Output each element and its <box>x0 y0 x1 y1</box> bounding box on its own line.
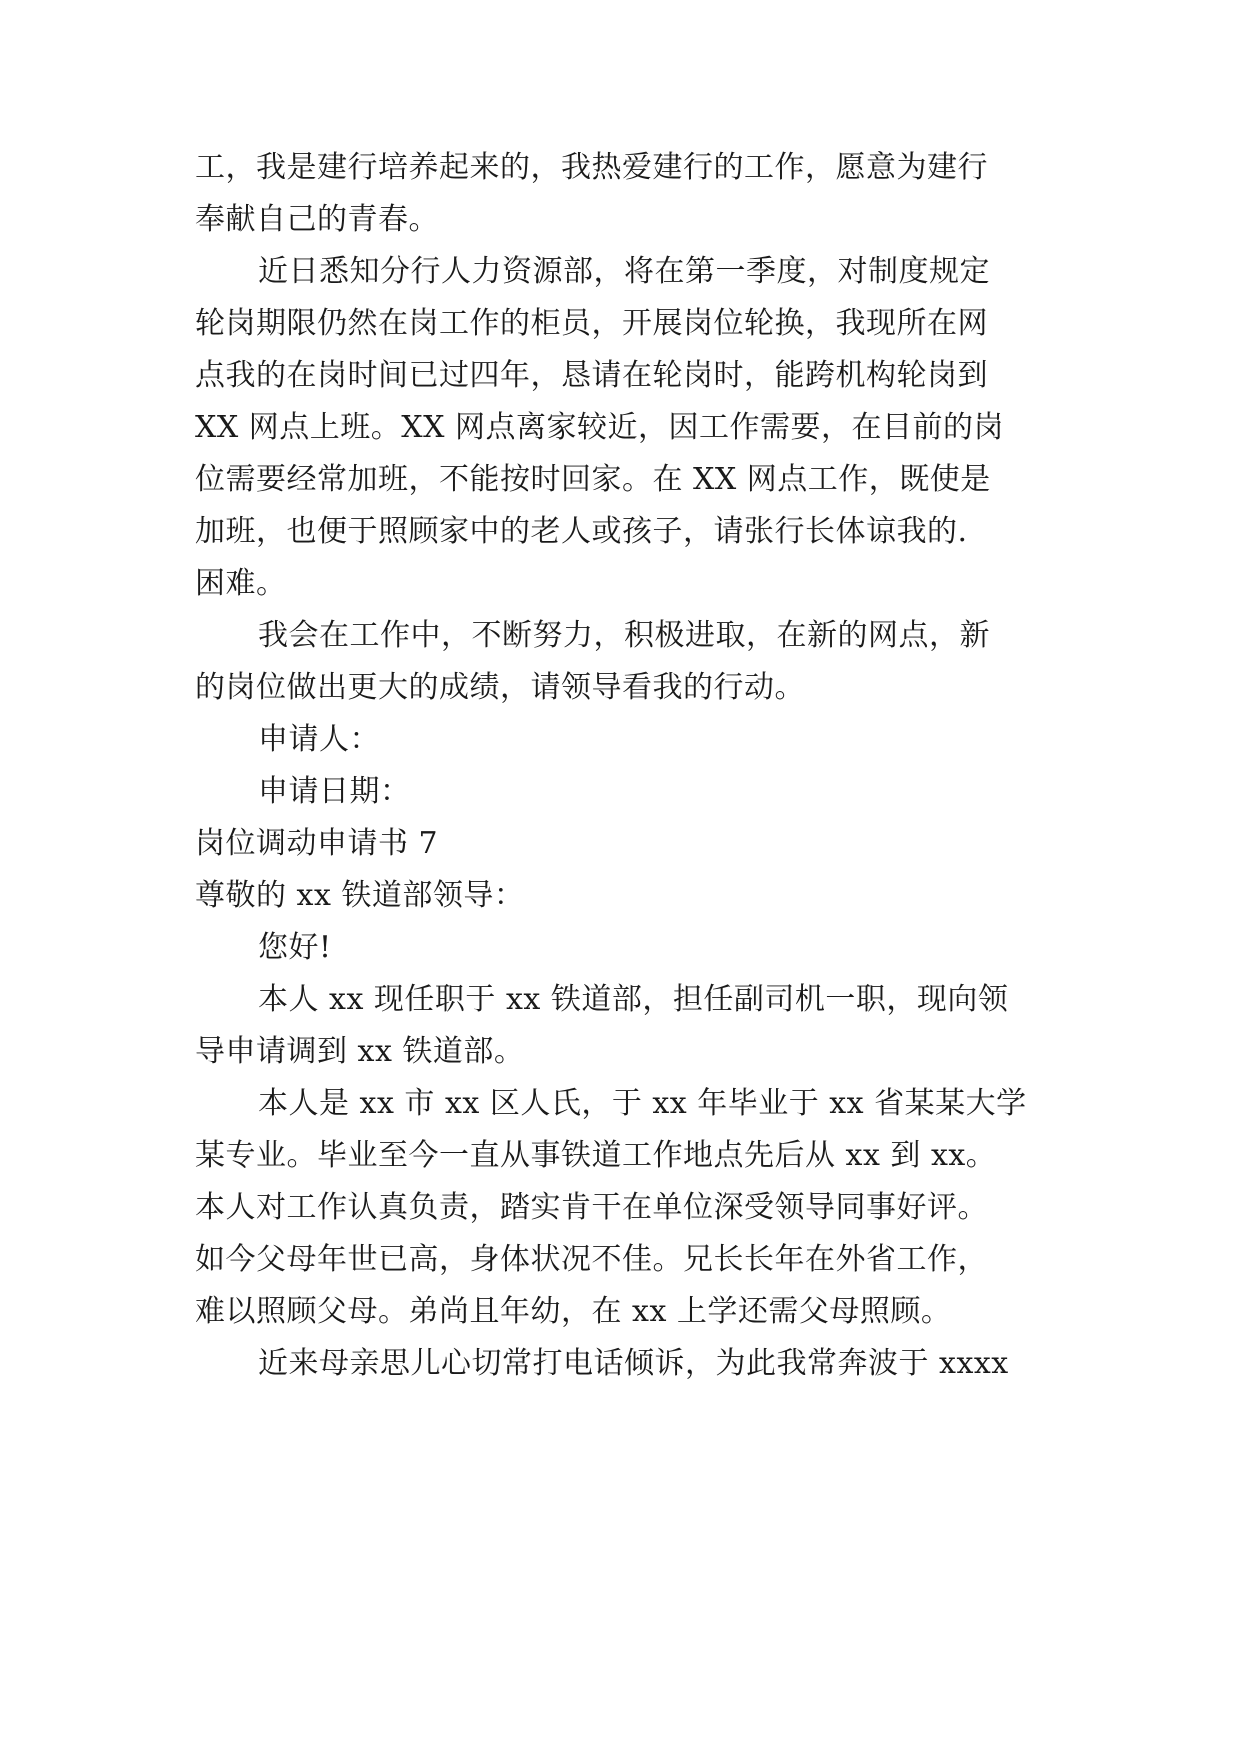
text-line: 导申请调到 xx 铁道部。 <box>195 1034 525 1069</box>
text-line: 某专业。毕业至今一直从事铁道工作地点先后从 xx 到 xx。 <box>195 1138 997 1173</box>
text-line: 工，我是建行培养起来的，我热爱建行的工作，愿意为建行 <box>195 150 988 185</box>
text-line: 点我的在岗时间已过四年，恳请在轮岗时，能跨机构轮岗到 <box>195 358 988 393</box>
text-line: 的岗位做出更大的成绩，请领导看我的行动。 <box>195 670 805 705</box>
text-line: 近日悉知分行人力资源部，将在第一季度，对制度规定 <box>258 254 990 289</box>
text-line: 本人是 xx 市 xx 区人氏，于 xx 年毕业于 xx 省某某大学 <box>258 1086 1027 1121</box>
text-line: 奉献自己的青春。 <box>195 202 439 237</box>
text-line: 位需要经常加班，不能按时回家。在 XX 网点工作，既使是 <box>195 462 991 497</box>
text-line: 本人对工作认真负责，踏实肯干在单位深受领导同事好评。 <box>195 1190 988 1225</box>
text-line: 如今父母年世已高，身体状况不佳。兄长长年在外省工作， <box>195 1242 988 1277</box>
text-line: 近来母亲思儿心切常打电话倾诉，为此我常奔波于 xxxx <box>258 1346 1009 1381</box>
text-line: 本人 xx 现任职于 xx 铁道部，担任副司机一职，现向领 <box>258 982 1009 1017</box>
text-line: 我会在工作中，不断努力，积极进取，在新的网点，新 <box>258 618 990 653</box>
application-date-label: 申请日期： <box>258 774 411 809</box>
text-line: 加班，也便于照顾家中的老人或孩子，请张行长体谅我的. <box>195 514 968 549</box>
salutation: 尊敬的 xx 铁道部领导： <box>195 878 525 913</box>
text-line: XX 网点上班。XX 网点离家较近，因工作需要，在目前的岗 <box>195 410 1005 445</box>
section-title: 岗位调动申请书 7 <box>195 826 439 861</box>
applicant-label: 申请人： <box>258 722 380 757</box>
text-line: 困难。 <box>195 566 287 601</box>
text-line: 难以照顾父母。弟尚且年幼，在 xx 上学还需父母照顾。 <box>195 1294 952 1329</box>
greeting: 您好! <box>258 930 332 965</box>
text-line: 轮岗期限仍然在岗工作的柜员，开展岗位轮换，我现所在网 <box>195 306 988 341</box>
